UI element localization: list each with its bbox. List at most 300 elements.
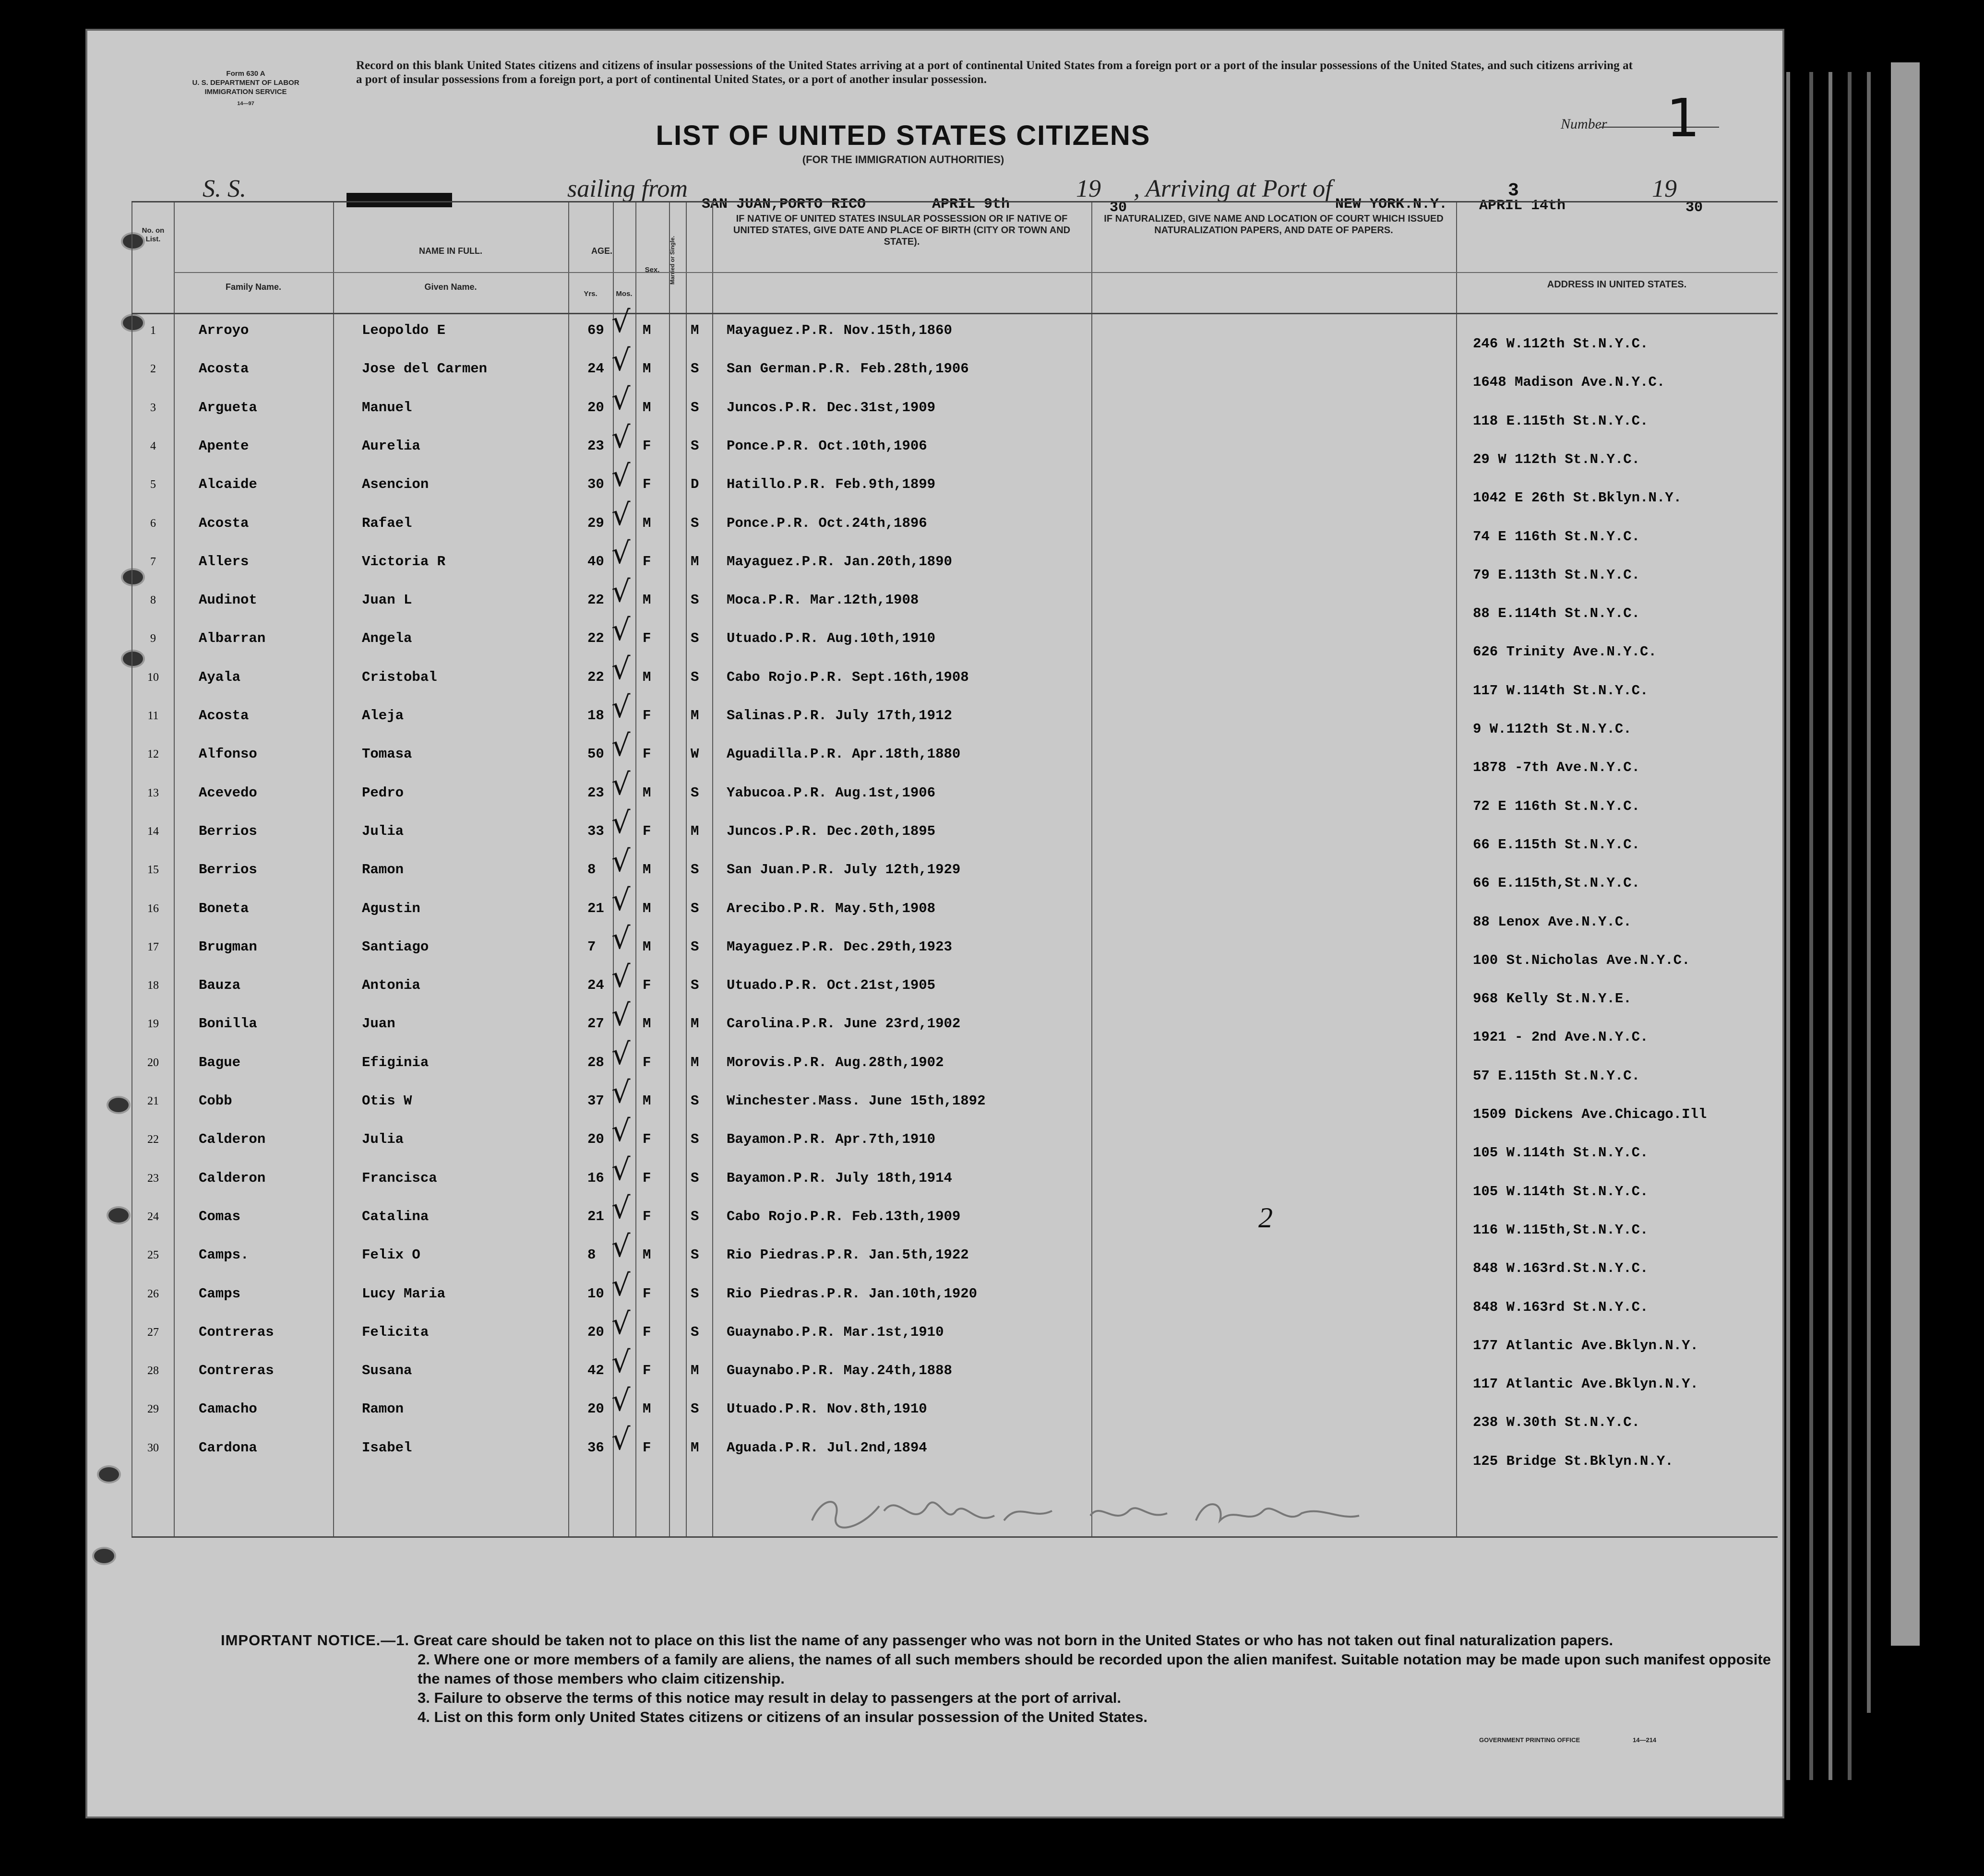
- col-header-birth: IF NATIVE OF UNITED STATES INSULAR POSSESSION OR IF NATIVE OF UNITED STATES, GIVE DATE AND PLACE OF BIRTH (CITY OR TOWN AND STATE).: [733, 214, 1071, 247]
- age-years: 20: [587, 399, 604, 416]
- age-years: 24: [587, 977, 604, 994]
- birth-place-date: Rio Piedras.P.R. Jan.10th,1920: [727, 1285, 978, 1302]
- family-name: Albarran: [199, 630, 266, 647]
- row-number: 6: [150, 517, 156, 530]
- check-mark: √: [611, 1229, 631, 1264]
- number-label: Number: [1561, 116, 1607, 132]
- sex: F: [643, 1131, 651, 1148]
- row-number: 4: [150, 439, 156, 452]
- sex: M: [643, 322, 651, 338]
- col-rule: [333, 202, 334, 1536]
- age-years: 29: [587, 515, 604, 531]
- given-name: Otis W: [362, 1093, 412, 1109]
- page-edge: [1809, 72, 1813, 1780]
- row-number: 15: [147, 864, 159, 877]
- age-years: 24: [587, 361, 604, 377]
- family-name: Bauza: [199, 977, 241, 994]
- check-mark: √: [611, 1267, 631, 1303]
- marital-status: S: [691, 361, 699, 377]
- given-name: Lucy Maria: [362, 1285, 446, 1302]
- row-number: 1: [150, 324, 156, 337]
- row-number: 12: [147, 748, 159, 761]
- age-years: 18: [587, 708, 604, 724]
- marital-status: S: [691, 515, 699, 531]
- sex: F: [643, 1054, 651, 1070]
- row-number: 14: [147, 825, 159, 838]
- given-name: Francisca: [362, 1170, 437, 1186]
- marital-status: S: [691, 669, 699, 685]
- family-name: Bonilla: [199, 1016, 257, 1032]
- row-number: 16: [147, 902, 159, 915]
- given-name: Santiago: [362, 938, 429, 955]
- given-name: Juan L: [362, 592, 412, 608]
- age-years: 22: [587, 592, 604, 608]
- check-mark: √: [611, 1306, 631, 1341]
- row-number: 23: [147, 1172, 159, 1185]
- arrival-port: NEW YORK.N.Y.: [1335, 196, 1448, 213]
- birth-place-date: Ponce.P.R. Oct.24th,1896: [727, 515, 927, 531]
- col-header-married: Married or Single.: [669, 236, 676, 285]
- age-years: 40: [587, 553, 604, 570]
- col-rule: [1091, 202, 1092, 1536]
- family-name: Boneta: [199, 900, 249, 916]
- family-name: Alcaide: [199, 476, 257, 493]
- family-name: Cardona: [199, 1439, 257, 1456]
- marital-status: S: [691, 438, 699, 454]
- marital-status: S: [691, 1131, 699, 1148]
- birth-place-date: Mayaguez.P.R. Nov.15th,1860: [727, 322, 952, 338]
- age-years: 36: [587, 1439, 604, 1456]
- us-address: 118 E.115th St.N.Y.C.: [1473, 413, 1649, 429]
- us-address: 72 E 116th St.N.Y.C.: [1473, 798, 1640, 814]
- birth-place-date: Salinas.P.R. July 17th,1912: [727, 708, 952, 724]
- form-number: Form 630 A: [226, 70, 265, 78]
- age-years: 30: [587, 476, 604, 493]
- check-mark: √: [611, 843, 631, 879]
- marital-status: S: [691, 977, 699, 994]
- check-mark: √: [611, 419, 631, 455]
- birth-place-date: Winchester.Mass. June 15th,1892: [727, 1093, 986, 1109]
- col-header-name: NAME IN FULL.: [419, 246, 482, 256]
- check-mark: √: [611, 1190, 631, 1225]
- birth-place-date: Yabucoa.P.R. Aug.1st,1906: [727, 784, 936, 801]
- header-rule: [131, 313, 1778, 314]
- age-years: 20: [587, 1401, 604, 1417]
- arrival-year-prefix: 19: [1652, 175, 1677, 202]
- birth-place-date: Utuado.P.R. Nov.8th,1910: [727, 1401, 927, 1417]
- sex: M: [643, 1247, 651, 1263]
- family-name: Calderon: [199, 1131, 266, 1148]
- row-number: 2: [150, 363, 156, 376]
- check-mark: √: [611, 458, 631, 494]
- marital-status: S: [691, 1170, 699, 1186]
- age-years: 8: [587, 1247, 596, 1263]
- given-name: Antonia: [362, 977, 420, 994]
- notice-item-1: Great care should be taken not to place on this list the name of any passenger who was not born in the United States or who has not taken out final naturalization papers.: [413, 1632, 1613, 1649]
- sex: M: [643, 1016, 651, 1032]
- birth-place-date: Utuado.P.R. Oct.21st,1905: [727, 977, 936, 994]
- year-suffix: 30: [1110, 200, 1127, 216]
- us-address: 848 W.163rd.St.N.Y.C.: [1473, 1260, 1649, 1277]
- birth-place-date: Arecibo.P.R. May.5th,1908: [727, 900, 936, 916]
- col-header-address: ADDRESS IN UNITED STATES.: [1547, 279, 1687, 290]
- marital-status: S: [691, 1285, 699, 1302]
- row-number: 28: [147, 1365, 159, 1377]
- marital-status: M: [691, 708, 699, 724]
- page-subtitle: (FOR THE IMMIGRATION AUTHORITIES): [802, 154, 1004, 166]
- family-name: Bague: [199, 1054, 241, 1070]
- us-address: 626 Trinity Ave.N.Y.C.: [1473, 644, 1657, 660]
- col-rule: [131, 202, 132, 1536]
- family-name: Comas: [199, 1208, 241, 1224]
- us-address: 1921 - 2nd Ave.N.Y.C.: [1473, 1029, 1649, 1045]
- family-name: Acosta: [199, 515, 249, 531]
- marital-status: M: [691, 553, 699, 570]
- row-number: 21: [147, 1095, 159, 1107]
- sex: M: [643, 784, 651, 801]
- marital-status: M: [691, 1054, 699, 1070]
- given-name: Catalina: [362, 1208, 429, 1224]
- sex: F: [643, 476, 651, 493]
- sex: F: [643, 1324, 651, 1340]
- marital-status: S: [691, 592, 699, 608]
- birth-place-date: Aguadilla.P.R. Apr.18th,1880: [727, 746, 961, 762]
- us-address: 116 W.115th,St.N.Y.C.: [1473, 1222, 1649, 1238]
- check-mark: √: [611, 1344, 631, 1380]
- handwritten-mark: 2: [1258, 1202, 1273, 1234]
- important-notice: [221, 1631, 1784, 1727]
- row-number: 17: [147, 940, 159, 953]
- row-number: 24: [147, 1210, 159, 1223]
- family-name: Brugman: [199, 938, 257, 955]
- sex: F: [643, 746, 651, 762]
- given-name: Agustin: [362, 900, 420, 916]
- ss-label: S. S.: [203, 175, 246, 202]
- departure-date: APRIL 9th: [932, 196, 1010, 213]
- family-name: Allers: [199, 553, 249, 570]
- marital-status: S: [691, 1208, 699, 1224]
- marital-status: S: [691, 1247, 699, 1263]
- us-address: 117 Atlantic Ave.Bklyn.N.Y.: [1473, 1376, 1698, 1392]
- row-number: 22: [147, 1133, 159, 1146]
- given-name: Ramon: [362, 862, 404, 878]
- sex: F: [643, 823, 651, 839]
- age-years: 21: [587, 900, 604, 916]
- col-header-naturalized: IF NATURALIZED, GIVE NAME AND LOCATION OF COURT WHICH ISSUED NATURALIZATION PAPERS, AND DATE OF PAPERS.: [1104, 214, 1444, 236]
- us-address: 29 W 112th St.N.Y.C.: [1473, 451, 1640, 467]
- us-address: 1509 Dickens Ave.Chicago.Ill: [1473, 1106, 1707, 1122]
- given-name: Susana: [362, 1363, 412, 1379]
- given-name: Angela: [362, 630, 412, 647]
- family-name: Acosta: [199, 708, 249, 724]
- age-years: 16: [587, 1170, 604, 1186]
- given-name: Pedro: [362, 784, 404, 801]
- family-name: Contreras: [199, 1363, 274, 1379]
- binder-hole: [107, 1096, 131, 1114]
- col-header-age: AGE.: [591, 246, 612, 256]
- marital-status: D: [691, 476, 699, 493]
- marital-status: S: [691, 938, 699, 955]
- birth-place-date: Morovis.P.R. Aug.28th,1902: [727, 1054, 944, 1070]
- notice-item-2: 2. Where one or more members of a family are aliens, the names of all such members should be recorded upon the alien manifest. Suitable notation may be made upon such manifest opposite the names of those members who claim citizenship.: [418, 1651, 1771, 1687]
- sex: M: [643, 1401, 651, 1417]
- marital-status: M: [691, 1439, 699, 1456]
- sex: F: [643, 630, 651, 647]
- birth-place-date: Cabo Rojo.P.R. Sept.16th,1908: [727, 669, 969, 685]
- family-name: Contreras: [199, 1324, 274, 1340]
- given-name: Victoria R: [362, 553, 446, 570]
- binder-hole: [107, 1206, 131, 1224]
- family-name: Calderon: [199, 1170, 266, 1186]
- us-address: 100 St.Nicholas Ave.N.Y.C.: [1473, 952, 1690, 968]
- given-name: Leopoldo E: [362, 322, 446, 338]
- check-mark: √: [611, 882, 631, 917]
- row-number: 7: [150, 555, 156, 568]
- age-years: 69: [587, 322, 604, 338]
- passenger-table: [131, 201, 1778, 1536]
- marital-status: S: [691, 900, 699, 916]
- family-name: Ayala: [199, 669, 241, 685]
- marital-status: S: [691, 1324, 699, 1340]
- sex: F: [643, 1439, 651, 1456]
- given-name: Aurelia: [362, 438, 420, 454]
- birth-place-date: Juncos.P.R. Dec.20th,1895: [727, 823, 936, 839]
- arrival-mark: 3: [1508, 180, 1519, 201]
- row-number: 19: [147, 1018, 159, 1031]
- col-rule: [669, 202, 670, 1536]
- family-name: Camps.: [199, 1247, 249, 1263]
- family-name: Acevedo: [199, 784, 257, 801]
- family-name: Camacho: [199, 1401, 257, 1417]
- us-address: 57 E.115th St.N.Y.C.: [1473, 1068, 1640, 1084]
- check-mark: √: [611, 728, 631, 763]
- col-rule: [686, 202, 687, 1536]
- check-mark: √: [611, 1152, 631, 1187]
- form-identifier: [155, 69, 337, 108]
- check-mark: √: [611, 805, 631, 840]
- row-number: 25: [147, 1249, 159, 1262]
- sex: M: [643, 938, 651, 955]
- sex: F: [643, 438, 651, 454]
- us-address: 88 Lenox Ave.N.Y.C.: [1473, 914, 1632, 930]
- sex: F: [643, 977, 651, 994]
- binder-hole: [97, 1465, 121, 1484]
- birth-place-date: Mayaguez.P.R. Dec.29th,1923: [727, 938, 952, 955]
- given-name: Juan: [362, 1016, 395, 1032]
- row-number: 13: [147, 786, 159, 799]
- family-name: Arroyo: [199, 322, 249, 338]
- birth-place-date: Mayaguez.P.R. Jan.20th,1890: [727, 553, 952, 570]
- sex: F: [643, 553, 651, 570]
- us-address: 246 W.112th St.N.Y.C.: [1473, 336, 1649, 352]
- sex: F: [643, 708, 651, 724]
- family-name: Audinot: [199, 592, 257, 608]
- age-years: 20: [587, 1324, 604, 1340]
- us-address: 1648 Madison Ave.N.Y.C.: [1473, 374, 1665, 391]
- family-name: Acosta: [199, 361, 249, 377]
- check-mark: √: [611, 1383, 631, 1418]
- printer-code: 14—214: [1633, 1736, 1657, 1744]
- age-years: 7: [587, 938, 596, 955]
- check-mark: √: [611, 1036, 631, 1071]
- us-address: 238 W.30th St.N.Y.C.: [1473, 1414, 1640, 1431]
- row-number: 20: [147, 1056, 159, 1069]
- age-years: 50: [587, 746, 604, 762]
- given-name: Manuel: [362, 399, 412, 416]
- us-address: 1042 E 26th St.Bklyn.N.Y.: [1473, 490, 1682, 506]
- birth-place-date: Guaynabo.P.R. May.24th,1888: [727, 1363, 952, 1379]
- marital-status: M: [691, 1363, 699, 1379]
- sex: M: [643, 592, 651, 608]
- notice-lead: IMPORTANT NOTICE.—1.: [221, 1632, 410, 1649]
- given-name: Felix O: [362, 1247, 420, 1263]
- row-number: 8: [150, 594, 156, 607]
- row-number: 27: [147, 1326, 159, 1339]
- family-name: Alfonso: [199, 746, 257, 762]
- arriving-label: , Arriving at Port of: [1134, 175, 1332, 202]
- given-name: Cristobal: [362, 669, 437, 685]
- given-name: Julia: [362, 823, 404, 839]
- check-mark: √: [611, 574, 631, 609]
- sex: M: [643, 862, 651, 878]
- birth-place-date: San Juan.P.R. July 12th,1929: [727, 862, 961, 878]
- age-years: 23: [587, 438, 604, 454]
- check-mark: √: [611, 1075, 631, 1110]
- given-name: Ramon: [362, 1401, 404, 1417]
- manifest-sheet: [85, 29, 1784, 1818]
- birth-place-date: Guaynabo.P.R. Mar.1st,1910: [727, 1324, 944, 1340]
- check-mark: √: [611, 343, 631, 378]
- page-title: LIST OF UNITED STATES CITIZENS: [656, 120, 1151, 151]
- binder-hole: [92, 1547, 116, 1565]
- birth-place-date: Juncos.P.R. Dec.31st,1909: [727, 399, 936, 416]
- us-address: 66 E.115th St.N.Y.C.: [1473, 836, 1640, 853]
- marital-status: S: [691, 399, 699, 416]
- row-number: 30: [147, 1441, 159, 1454]
- row-number: 11: [147, 710, 159, 722]
- family-name: Berrios: [199, 862, 257, 878]
- birth-place-date: Moca.P.R. Mar.12th,1908: [727, 592, 919, 608]
- col-rule: [568, 202, 569, 1536]
- birth-place-date: Ponce.P.R. Oct.10th,1906: [727, 438, 927, 454]
- row-number: 5: [150, 478, 156, 491]
- col-header-given: Given Name.: [424, 282, 477, 292]
- col-header-no: No. on List.: [142, 226, 165, 243]
- us-address: 125 Bridge St.Bklyn.N.Y.: [1473, 1453, 1673, 1469]
- age-years: 20: [587, 1131, 604, 1148]
- check-mark: √: [611, 766, 631, 802]
- age-years: 33: [587, 823, 604, 839]
- us-address: 88 E.114th St.N.Y.C.: [1473, 606, 1640, 622]
- us-address: 1878 -7th Ave.N.Y.C.: [1473, 760, 1640, 776]
- row-number: 9: [150, 632, 156, 645]
- us-address: 105 W.114th St.N.Y.C.: [1473, 1183, 1649, 1199]
- sex: F: [643, 1208, 651, 1224]
- us-address: 848 W.163rd St.N.Y.C.: [1473, 1299, 1649, 1315]
- row-number: 3: [150, 401, 156, 414]
- row-number: 18: [147, 979, 159, 992]
- given-name: Aleja: [362, 708, 404, 724]
- age-years: 37: [587, 1093, 604, 1109]
- notice-item-4: 4. List on this form only United States citizens or citizens of an insular possession of the United States.: [418, 1709, 1147, 1725]
- page-edge: [1867, 72, 1871, 1713]
- us-address: 9 W.112th St.N.Y.C.: [1473, 721, 1632, 737]
- marital-status: M: [691, 322, 699, 338]
- birth-place-date: Aguada.P.R. Jul.2nd,1894: [727, 1439, 927, 1456]
- arrival-date: APRIL 14th: [1479, 198, 1566, 214]
- age-years: 23: [587, 784, 604, 801]
- sex: M: [643, 1093, 651, 1109]
- age-years: 21: [587, 1208, 604, 1224]
- col-header-mos: Mos.: [616, 290, 633, 298]
- us-address: 177 Atlantic Ave.Bklyn.N.Y.: [1473, 1337, 1698, 1354]
- check-mark: √: [611, 959, 631, 995]
- age-years: 27: [587, 1016, 604, 1032]
- age-years: 22: [587, 669, 604, 685]
- check-mark: √: [611, 997, 631, 1033]
- marital-status: S: [691, 1401, 699, 1417]
- birth-place-date: Bayamon.P.R. Apr.7th,1910: [727, 1131, 936, 1148]
- birth-place-date: Hatillo.P.R. Feb.9th,1899: [727, 476, 936, 493]
- age-years: 42: [587, 1363, 604, 1379]
- sailing-label: sailing from: [567, 175, 688, 202]
- sex: M: [643, 900, 651, 916]
- list-number: 1: [1666, 87, 1700, 149]
- marital-status: S: [691, 784, 699, 801]
- row-number: 10: [147, 671, 159, 684]
- check-mark: √: [611, 304, 631, 339]
- col-rule: [1456, 202, 1457, 1536]
- header-rule: [174, 272, 1778, 273]
- sex: M: [643, 361, 651, 377]
- row-number: 29: [147, 1403, 159, 1416]
- check-mark: √: [611, 612, 631, 648]
- age-years: 8: [587, 862, 596, 878]
- given-name: Tomasa: [362, 746, 412, 762]
- page-edge: [1829, 72, 1832, 1780]
- given-name: Asencion: [362, 476, 429, 493]
- family-name: Cobb: [199, 1093, 232, 1109]
- family-name: Argueta: [199, 399, 257, 416]
- us-address: 79 E.113th St.N.Y.C.: [1473, 567, 1640, 583]
- marital-status: M: [691, 1016, 699, 1032]
- marital-status: W: [691, 746, 699, 762]
- col-rule: [712, 202, 713, 1536]
- row-number: 26: [147, 1287, 159, 1300]
- marital-status: S: [691, 630, 699, 647]
- us-address: 74 E 116th St.N.Y.C.: [1473, 528, 1640, 545]
- col-header-family: Family Name.: [225, 282, 282, 292]
- check-mark: √: [611, 1421, 631, 1457]
- age-years: 22: [587, 630, 604, 647]
- sex: M: [643, 669, 651, 685]
- sex: F: [643, 1170, 651, 1186]
- notice-item-3: 3. Failure to observe the terms of this notice may result in delay to passengers at the port of arrival.: [418, 1689, 1122, 1706]
- given-name: Efiginia: [362, 1054, 429, 1070]
- check-mark: √: [611, 497, 631, 532]
- check-mark: √: [611, 381, 631, 416]
- check-mark: √: [611, 689, 631, 724]
- header-instructions: Record on this blank United States citizens and citizens of insular possessions of the United States arriving at a port of continental United States from a foreign port or a port of the insular possessions of the United States, and such citizens arriving at a port of insular possessions from a foreign port, a port of continental United States, or a port of another insular possession.: [356, 59, 1633, 86]
- family-name: Camps: [199, 1285, 241, 1302]
- inspector-signature: [802, 1487, 1378, 1540]
- col-header-sex: Sex.: [645, 266, 660, 274]
- arrival-year-suffix: 30: [1685, 200, 1703, 216]
- given-name: Jose del Carmen: [362, 361, 488, 377]
- sex: M: [643, 399, 651, 416]
- birth-place-date: Cabo Rojo.P.R. Feb.13th,1909: [727, 1208, 961, 1224]
- sex: F: [643, 1285, 651, 1302]
